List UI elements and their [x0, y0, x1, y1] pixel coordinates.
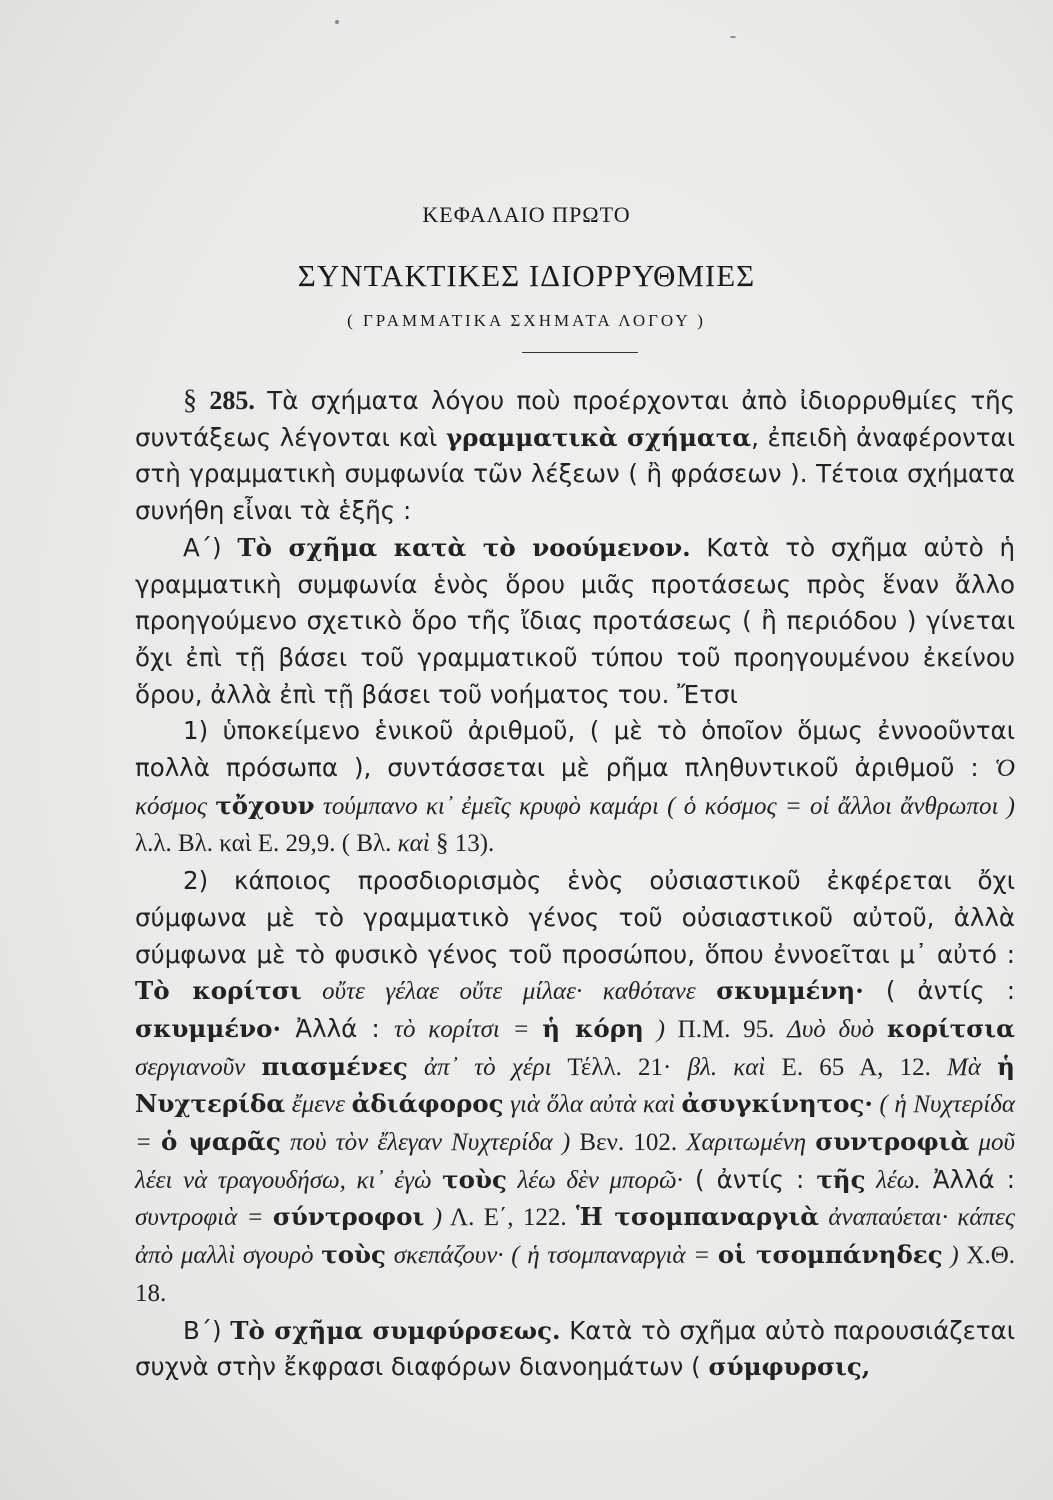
- bold-term: τοὺς: [321, 1240, 386, 1270]
- chapter-title: ΣΥΝΤΑΚΤΙΚΕΣ ΙΔΙΟΡΡΥΘΜΙΕΣ: [297, 258, 756, 293]
- italic-quote: λέω δὲν μπορῶ·: [506, 1166, 683, 1194]
- bold-term: οἱ τσομπάνηδες: [717, 1240, 943, 1270]
- item-label: Α΄): [183, 532, 238, 562]
- italic-quote: ἀναπαύεται· κάπες ἀπὸ μαλλὶ σγουρὸ: [135, 1204, 1015, 1270]
- italic-quote: μοῦ λέει νὰ τραγουδήσω, κι᾽ ἐγὼ: [135, 1129, 1016, 1194]
- italic-quote: καὶ: [397, 830, 430, 858]
- bold-term: ἡ Νυχτερίδα: [135, 1051, 1015, 1119]
- italic-quote: σκεπάζουν· ( ἡ τσομπαναργιὰ =: [385, 1242, 718, 1270]
- italic-quote: ποὺ τὸν ἔλεγαν Νυχτερίδα ): [280, 1129, 571, 1157]
- bold-term: σύμφυρσις,: [708, 1352, 871, 1382]
- bold-term: γραμματικὰ σχήματα: [445, 422, 752, 452]
- reference: § 13).: [429, 830, 495, 858]
- italic-quote: τούμπανο κι᾽ ἐμεῖς κρυφὸ καμάρι ( ὁ κόσμος = οἱ ἄλλοι ἄνθρωποι ): [314, 792, 1015, 820]
- italic-quote: Δυὸ δυὸ: [787, 1015, 887, 1043]
- italic-quote: βλ. καὶ: [687, 1053, 766, 1081]
- bold-term: σκυμμένη·: [716, 976, 864, 1006]
- bold-term: σκυμμένο·: [135, 1013, 282, 1043]
- text: Κατὰ τὸ σχῆμα αὐτὸ ἡ γραμματικὴ συμφωνία ἑνὸς ὅρου μιᾶς προτάσεως πρὸς ἕναν ἄλλο προηγούμενο σχετικὸ ὅρο τῆς ἴδιας προτάσεως ( ἢ περιόδου ) γίνεται ὄχι ἐπὶ τῇ βάσει τοῦ γραμματικοῦ τύπου τοῦ προηγουμένου ἐκείνου ὅρου, ἀλλὰ ἐπὶ τῇ βάσει τοῦ νοήματος του. Ἔτσι: [135, 532, 1016, 709]
- italic-quote: ): [942, 1242, 959, 1270]
- bold-term: Ἡ τσομπαναργιὰ: [576, 1202, 820, 1232]
- scan-speck: [730, 36, 736, 38]
- paragraph-2: [135, 863, 1015, 1312]
- text: ( ἀντίς :: [863, 976, 1015, 1006]
- bold-term: Τὸ σχῆμα κατὰ τὸ νοούμενον.: [237, 532, 691, 562]
- bold-term: τοὺς: [442, 1164, 507, 1194]
- bold-term: σύντροφοι: [272, 1202, 425, 1232]
- bold-term: τὄχουν: [215, 790, 315, 820]
- italic-quote: ἀπ᾽ τὸ χέρι: [407, 1053, 552, 1081]
- italic-quote: συντροφιὰ =: [135, 1204, 273, 1232]
- divider-rule: [522, 352, 638, 353]
- text: ( ἀντίς :: [682, 1164, 817, 1194]
- italic-quote: ): [424, 1204, 443, 1232]
- bold-term: Τὸ σχῆμα συμφύρσεως.: [230, 1315, 561, 1345]
- reference: Χ.Θ. 18.: [135, 1242, 1015, 1307]
- italic-quote: σεργιανοῦν: [135, 1053, 262, 1081]
- bold-term: ἀδιάφορος: [351, 1089, 504, 1119]
- italic-quote: ἔμενε: [285, 1091, 352, 1119]
- body-text: [135, 383, 1015, 1386]
- item-label: Β΄): [183, 1315, 231, 1345]
- chapter-subtitle: ( ΓΡΑΜΜΑΤΙΚΑ ΣΧΗΜΑΤΑ ΛΟΓΟΥ ): [347, 311, 706, 330]
- bold-term: ὁ ψαρᾶς: [161, 1127, 281, 1157]
- section-number: 285.: [209, 386, 255, 415]
- italic-quote: γιὰ ὅλα αὐτὰ καὶ: [503, 1091, 682, 1119]
- reference: Βεν. 102.: [570, 1129, 687, 1157]
- section-sign: §: [183, 385, 197, 416]
- paragraph-285: [135, 383, 1015, 530]
- text: Ἀλλά :: [920, 1164, 1015, 1194]
- chapter-heading: ΚΕΦΑΛΑΙΟ ΠΡΩΤΟ: [422, 202, 631, 227]
- italic-quote: ): [643, 1015, 665, 1043]
- bold-term: Τὸ κορίτσι: [135, 976, 302, 1006]
- bold-term: ἀσυγκίνητος·: [681, 1089, 873, 1119]
- italic-quote: τὸ κορίτσι =: [394, 1015, 543, 1043]
- text: Κατὰ τὸ σχῆμα αὐτὸ παρουσιάζεται συχνὰ στὴν ἔκφρασι διαφόρων διανοημάτων (: [135, 1315, 1015, 1382]
- text: 1) ὑποκείμενο ἑνικοῦ ἀριθμοῦ, ( μὲ τὸ ὁποῖον ὅμως ἐννοοῦνται πολλὰ πρόσωπα ), συντάσσεται μὲ ρῆμα πληθυντικοῦ ἀριθμοῦ :: [135, 716, 1015, 783]
- italic-quote: οὔτε γέλαε οὔτε μίλαε· καθότανε: [301, 978, 717, 1006]
- italic-quote: ( ἡ Νυχτερίδα =: [135, 1091, 1015, 1157]
- text: 2) κάποιος προσδιορισμὸς ἑνὸς οὐσιαστικοῦ ἐκφέρεται ὄχι σύμφωνα μὲ τὸ γραμματικὸ γένος τοῦ οὐσιαστικοῦ αὐτοῦ, ἀλλὰ σύμφωνα μὲ τὸ φυσικὸ γένος τοῦ προσώπου, ὅπου ἐννοεῖται μ᾽ αὐτό :: [135, 866, 1015, 969]
- paragraph-1: [135, 713, 1015, 863]
- paragraph-a: [135, 530, 1015, 714]
- bold-term: κορίτσια: [886, 1013, 1015, 1043]
- italic-quote: λέω.: [865, 1166, 921, 1194]
- reference: Τέλλ. 21·: [551, 1053, 688, 1081]
- italic-quote: Μὰ: [947, 1053, 998, 1081]
- text: Τὰ σχήματα λόγου ποὺ προέρχονται ἀπὸ ἰδιορρυθμίες τῆς συντάξεως λέγονται καὶ: [135, 386, 1015, 452]
- scan-speck: [335, 20, 339, 24]
- reference: Ε. 65 Α, 12.: [765, 1053, 948, 1081]
- bold-term: συντροφιὰ: [815, 1127, 970, 1157]
- text: Ἀλλά :: [281, 1013, 395, 1043]
- reference: Π.Μ. 95.: [664, 1015, 788, 1043]
- text: , ἐπειδὴ ἀναφέρονται στὴ γραμματικὴ συμφωνία τῶν λέξεων ( ἢ φράσεων ). Τέτοια σχήματα συνήθη εἶναι τὰ ἑξῆς :: [135, 422, 1015, 526]
- bold-term: τῆς: [816, 1164, 866, 1194]
- bold-term: πιασμένες: [261, 1051, 408, 1081]
- italic-quote: Χαριτωμένη: [686, 1129, 816, 1157]
- paragraph-b: [135, 1313, 1015, 1386]
- bold-term: ἡ κόρη: [542, 1013, 644, 1043]
- reference: λ.λ. Βλ. καὶ Ε. 29,9. ( Βλ.: [135, 830, 398, 858]
- italic-quote: Ὁ κόσμος: [135, 755, 1015, 820]
- reference: Λ. Ε΄, 122.: [442, 1204, 576, 1232]
